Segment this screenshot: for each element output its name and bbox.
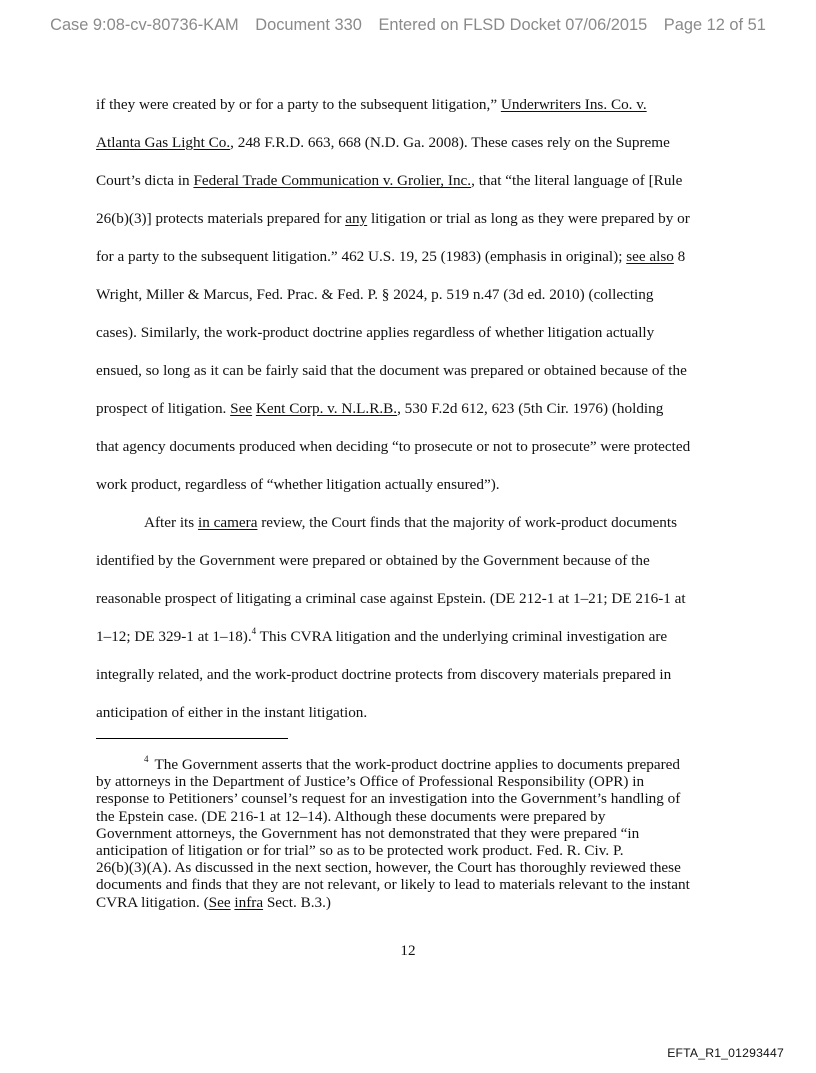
footnote-line: Government attorneys, the Government has not demonstrated that they were prepared “in [96, 824, 640, 842]
text-run: 26(b)(3)] protects materials prepared for [96, 210, 346, 227]
case-citation: Federal Trade Communication v. Grolier, Inc. [193, 172, 472, 189]
footnote-line: anticipation of litigation or for trial” so as to be protected work product. Fed. R. Civ. P. [96, 841, 624, 859]
text-line: anticipation of either in the instant litigation. [96, 704, 368, 721]
footnote [96, 756, 724, 911]
footnote-line: the Epstein case. (DE 216-1 at 12–14). Although these documents were prepared by [96, 807, 606, 825]
text-run: This CVRA litigation and the underlying criminal investigation are [256, 628, 668, 645]
page-number: 12 [400, 942, 416, 959]
footnote-line: documents and finds that they are not relevant, or likely to lead to materials relevant to the instant [96, 876, 690, 894]
text-run: Sect. B.3.) [263, 893, 331, 911]
text-line: reasonable prospect of litigating a criminal case against Epstein. (DE 212-1 at 1–21; DE 216-1 at [96, 590, 686, 607]
text-run: After its [144, 514, 198, 531]
text-line: work product, regardless of “whether litigation actually ensured”). [96, 476, 500, 493]
text-run: , 530 F.2d 612, 623 (5th Cir. 1976) (holding [397, 400, 664, 417]
text-line: cases). Similarly, the work-product doctrine applies regardless of whether litigation actually [96, 324, 655, 341]
body-text [96, 92, 722, 738]
case-citation: Atlanta Gas Light Co. [96, 134, 231, 151]
bates-number: EFTA_R1_01293447 [667, 1046, 784, 1060]
footnote-line: response to Petitioners’ counsel’s request for an investigation into the Government’s handling of [96, 790, 681, 808]
footnote-marker: 4 [144, 754, 149, 764]
footnote-line: 26(b)(3)(A). As discussed in the next section, however, the Court has thoroughly reviewed these [96, 859, 681, 877]
header-entered-date: Entered on FLSD Docket 07/06/2015 [378, 16, 648, 34]
signal-word: infra [234, 893, 264, 911]
text-run: The Government asserts that the work-product doctrine applies to documents prepared [154, 756, 680, 773]
header-case-number: Case 9:08-cv-80736-KAM [50, 16, 239, 34]
signal-word: See [208, 893, 231, 911]
text-line [96, 510, 722, 548]
emphasis: any [345, 210, 368, 227]
text-run: 1–12; DE 329-1 at 1–18). [96, 628, 252, 645]
text-line: integrally related, and the work-product doctrine protects from discovery materials prepared in [96, 666, 672, 683]
text-line [96, 244, 722, 282]
footnote-reference: 4 [251, 626, 257, 636]
text-run: litigation or trial as long as they were prepared by or [367, 210, 690, 227]
footnote-divider [96, 738, 288, 739]
text-line [96, 624, 722, 662]
latin-term: in camera [198, 514, 258, 531]
text-run: review, the Court finds that the majority of work-product documents [257, 514, 677, 531]
text-run: Court’s dicta in [96, 172, 194, 189]
case-citation: Kent Corp. v. N.L.R.B. [255, 400, 398, 417]
text-line [96, 206, 722, 244]
header-page-count: Page 12 of 51 [663, 16, 766, 34]
text-run: , that “the literal language of [Rule [471, 172, 683, 189]
footnote-line: by attorneys in the Department of Justice’s Office of Professional Responsibility (OPR) in [96, 773, 645, 791]
text-line: Wright, Miller & Marcus, Fed. Prac. & Fed. P. § 2024, p. 519 n.47 (3d ed. 2010) (collecting [96, 286, 654, 303]
case-citation: Underwriters Ins. Co. v. [500, 96, 647, 113]
signal-word: See [230, 400, 253, 417]
footnote-line [96, 894, 724, 911]
text-run: , 248 F.R.D. 663, 668 (N.D. Ga. 2008). These cases rely on the Supreme [230, 134, 670, 151]
text-line: ensued, so long as it can be fairly said that the document was prepared or obtained because of the [96, 362, 687, 379]
footnote-line [96, 756, 724, 773]
signal-word: see also [626, 248, 674, 265]
docket-header [0, 16, 816, 35]
text-run: prospect of litigation. [96, 400, 231, 417]
text-line [96, 130, 722, 168]
text-line: that agency documents produced when deciding “to prosecute or not to prosecute” were protected [96, 438, 691, 455]
text-line [96, 168, 722, 206]
text-line [96, 92, 722, 130]
text-run: 8 [673, 248, 686, 265]
text-run: if they were created by or for a party to the subsequent litigation,” [96, 96, 501, 113]
text-line: identified by the Government were prepared or obtained by the Government because of the [96, 552, 650, 569]
text-run: for a party to the subsequent litigation.” 462 U.S. 19, 25 (1983) (emphasis in original); [96, 248, 627, 265]
text-run: CVRA litigation. ( [96, 893, 209, 911]
header-document-number: Document 330 [255, 16, 362, 34]
text-line [96, 396, 722, 434]
